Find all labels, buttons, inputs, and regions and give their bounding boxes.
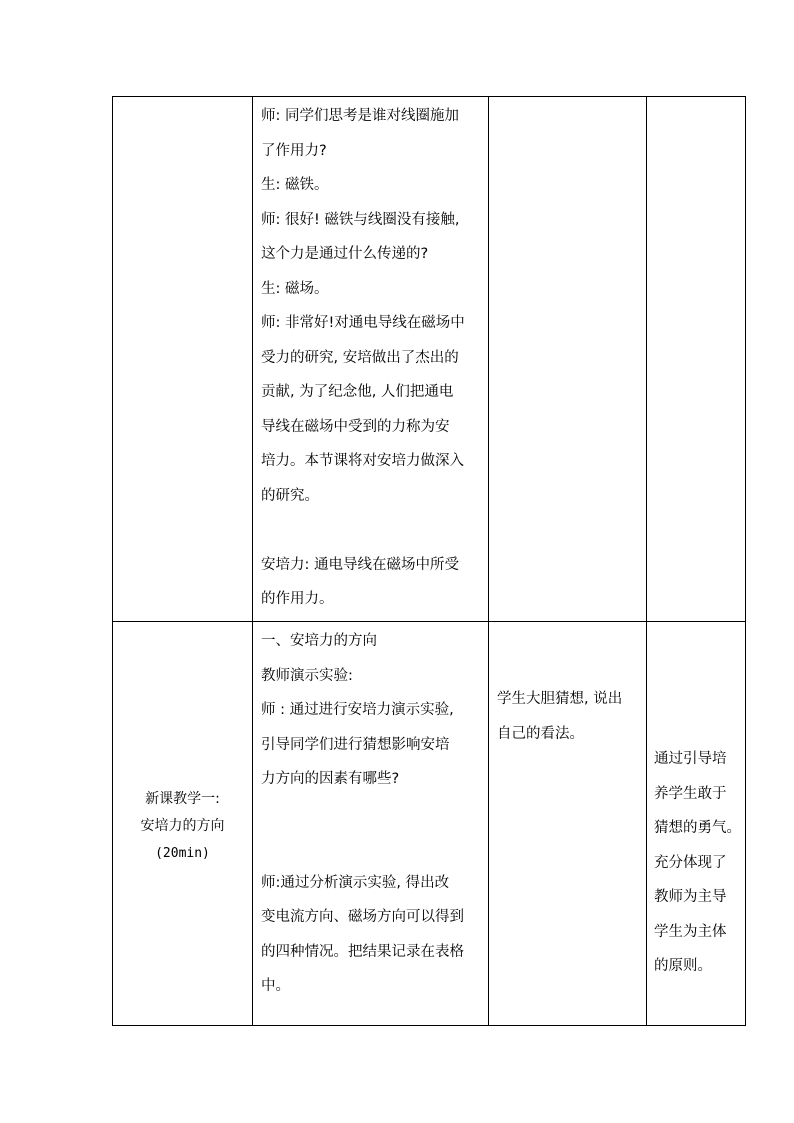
- text-line: 生: 磁场。: [261, 280, 329, 297]
- text-line: 师: 同学们思考是谁对线圈施加: [261, 108, 459, 124]
- design-intent-cell: [647, 622, 746, 1026]
- text-line: 培力。本节课将对安培力做深入: [261, 453, 464, 469]
- text-line: 充分体现了: [654, 854, 727, 871]
- stage-duration: (20min): [155, 846, 210, 861]
- text-line: 通过引导培: [654, 751, 727, 767]
- text-line: 受力的研究, 安培做出了杰出的: [261, 349, 459, 366]
- text-line: 师 : 通过进行安培力演示实验,: [261, 702, 454, 718]
- text-line: [261, 513, 482, 548]
- text-line: 师: 很好! 磁铁与线圈没有接触,: [261, 211, 460, 228]
- text-line: 的四种情况。把结果记录在表格: [261, 943, 464, 960]
- student-activity-cell: [489, 622, 647, 1026]
- text-line: 导线在磁场中受到的力称为安: [261, 418, 450, 435]
- text-line: 的作用力。: [261, 591, 334, 607]
- text-line: 一、安培力的方向: [261, 633, 377, 649]
- lesson-plan-table: [112, 96, 746, 1026]
- text-line: 贡献, 为了纪念他, 人们把通电: [261, 384, 454, 400]
- text-line: [261, 831, 482, 866]
- text-line: 中。: [261, 978, 290, 994]
- text-line: 安培力: 通电导线在磁场中所受: [261, 556, 459, 573]
- design-intent-text: [647, 622, 745, 984]
- text-line: [261, 797, 482, 832]
- text-line: 引导同学们进行猜想影响安培: [261, 736, 450, 753]
- text-line: 的研究。: [261, 487, 319, 504]
- teacher-activity-text: [253, 622, 488, 1004]
- stage-cell-empty: [113, 97, 253, 622]
- text-line: 了作用力?: [261, 142, 327, 159]
- design-intent-cell: [647, 97, 746, 622]
- text-line: 学生大胆猜想, 说出: [497, 691, 623, 707]
- text-line: 的原则。: [654, 958, 712, 974]
- text-line: 学生为主体: [654, 923, 727, 940]
- text-line: 这个力是通过什么传递的?: [261, 246, 429, 262]
- text-line: 猜想的勇气。: [654, 820, 741, 836]
- stage-cell: [113, 622, 253, 1026]
- student-activity-text: [489, 622, 646, 751]
- student-activity-text: [489, 97, 646, 99]
- design-intent-text: [647, 97, 745, 99]
- teacher-activity-cell: [253, 622, 489, 1026]
- stage-label: [113, 780, 252, 867]
- text-line: 生: 磁铁。: [261, 177, 329, 193]
- text-line: 教师演示实验:: [261, 667, 353, 684]
- table-row: [113, 97, 746, 622]
- table-row: [113, 622, 746, 1026]
- text-line: 师: 非常好!对通电导线在磁场中: [261, 315, 465, 331]
- text-line: 力方向的因素有哪些?: [261, 771, 400, 787]
- text-line: 养学生敢于: [654, 785, 727, 802]
- stage-title: 新课教学一:: [145, 791, 220, 807]
- text-line: 教师为主导: [654, 889, 727, 905]
- stage-subtitle: 安培力的方向: [140, 818, 225, 834]
- text-line: 师:通过分析演示实验, 得出改: [261, 874, 450, 891]
- text-line: 变电流方向、磁场方向可以得到: [261, 909, 464, 925]
- text-line: 自己的看法。: [497, 725, 584, 742]
- teacher-activity-text: [253, 97, 488, 617]
- teacher-activity-cell: [253, 97, 489, 622]
- student-activity-cell: [489, 97, 647, 622]
